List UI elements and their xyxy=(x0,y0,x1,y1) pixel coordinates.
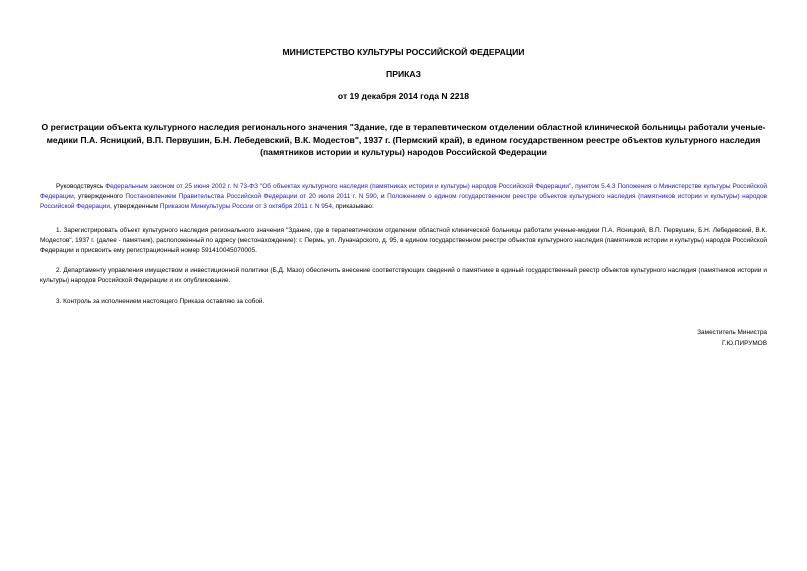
intro-text-4: , и xyxy=(376,193,388,201)
document-date: от 19 декабря 2014 года N 2218 xyxy=(337,91,470,101)
intro-text-1: Руководствуясь xyxy=(56,183,106,190)
order-item-3: 3. Контроль за исполнением настоящего Приказа оставляю за собой. xyxy=(56,298,265,305)
intro-text-3: , утвержденного xyxy=(73,193,126,201)
document-title: О регистрации объекта культурного наследия регионального значения "Здание, где в терапевтическом отделении областной клинической больницы работали ученые-медики П.А. Ясницкий, В.П. Первушин, Б.Н. Лебедевский, В.К. Модестов", 1937 г. (Пермский край), в едином государственном реестре объектов культурного наследия (памятников истории и культуры) народов Российской Федерации xyxy=(41,122,766,157)
signatory-name: Г.Ю.ПИРУМОВ xyxy=(722,340,767,347)
ministry-name: МИНИСТЕРСТВО КУЛЬТУРЫ РОССИЙСКОЙ ФЕДЕРАЦИИ xyxy=(282,47,525,57)
intro-text-6: , приказываю: xyxy=(331,203,374,211)
signatory-position: Заместитель Министра xyxy=(697,329,767,336)
document-type: ПРИКАЗ xyxy=(386,69,421,79)
order-item-2: 2. Департаменту управления имуществом и инвестиционной политики (Б.Д. Мазо) обеспечить внесение соответствующих сведений о памятнике в единый государственный реестр объектов культурного наследия (памятников истории и культуры) народов Российской Федерации и их опубликование. xyxy=(40,267,767,285)
link-federal-law[interactable]: Федеральным законом от 25 июня 2002 г. N 73-ФЗ "Об объектах культурного наследия (памятниках истории и культуры) народов Российской Федерации" xyxy=(105,183,572,190)
link-ministry-order[interactable]: Приказом Минкультуры России от 3 октября 2011 г. N 954 xyxy=(159,203,332,211)
intro-paragraph xyxy=(40,182,767,213)
order-item-1: 1. Зарегистрировать объект культурного наследия регионального значения "Здание, где в терапевтическом отделении областной клинической больницы работали ученые-медики П.А. Ясницкий, В.П. Первушин, Б.Н. Лебедевский, В.К. Модестов", 1937 г. (далее - памятник), расположенный по адресу (местонахождение): г. Пермь, ул. Луначарского, д. 95, в едином государственном реестре объектов культурного наследия (памятников истории и культуры) народов Российской Федерации и присвоить ему регистрационный номер 591410045070005. xyxy=(40,227,767,255)
link-ministry-regulation[interactable]: пунктом 5.4.3 Положения о Министерстве культуры Российской Федерации xyxy=(40,183,767,201)
intro-text-5: , утвержденным xyxy=(110,203,160,211)
link-registry-regulation[interactable]: Положением о едином государственном реестре объектов культурного наследия (памятников истории и культуры) народов Российской Федерации xyxy=(40,193,767,211)
intro-text-2: , xyxy=(571,183,576,190)
link-government-resolution[interactable]: Постановлением Правительства Российской Федерации от 20 июля 2011 г. N 590 xyxy=(125,193,377,201)
